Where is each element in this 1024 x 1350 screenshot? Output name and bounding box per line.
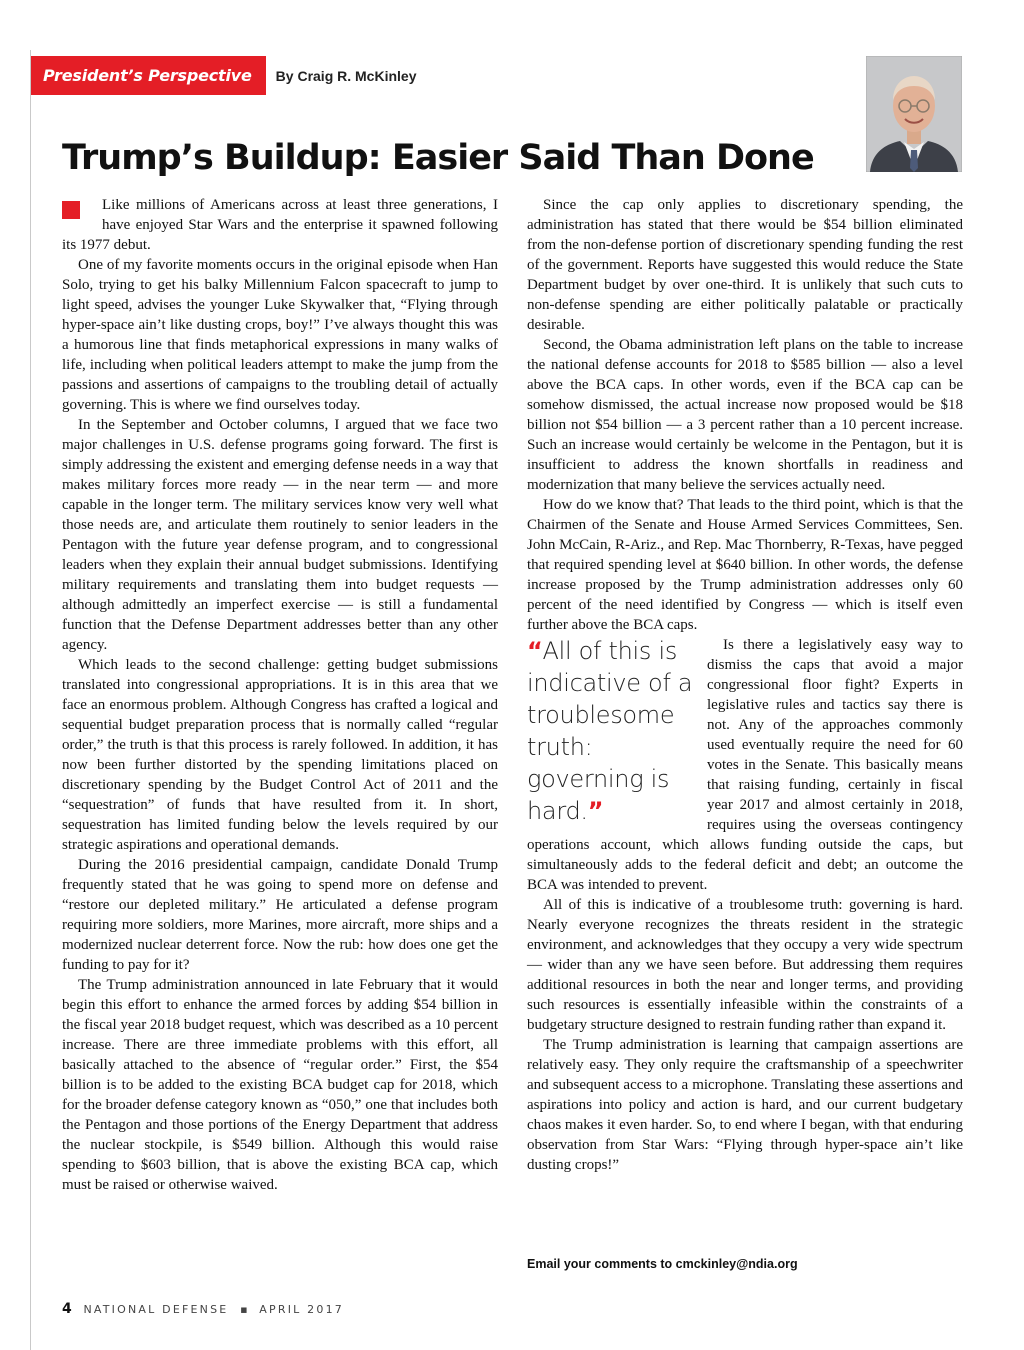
issue-date: APRIL 2017 — [259, 1303, 344, 1316]
paragraph: Which leads to the second challenge: getting budget submissions translated into congressional appropriations. It is in this area that we face an enormous problem. Although Congress has crafted a logical and sequential budget preparation process that is normally called “regular order,” the truth is that this process is rarely followed. In addition, it has now been further distorted by the spending limitations placed on discretionary spending by the Budget Control Act of 2011 and the “sequestration” of funds that have resulted from it. In short, sequestration has limited funding below the levels required by our strategic aspirations and operational demands. — [62, 657, 498, 853]
section-label: President’s Perspective — [31, 56, 266, 95]
paragraph: During the 2016 presidential campaign, candidate Donald Trump frequently stated that he was going to spend more on defense and “restore our depleted military.” He articulated a defense program requiring more soldiers, more Marines, more aircraft, more ships and a modernized nuclear deterrent force. Now the rub: how does one get the funding to pay for it? — [62, 857, 498, 973]
drop-cap-square — [62, 201, 80, 219]
close-quote-mark: ” — [587, 797, 604, 825]
publication-name: NATIONAL DEFENSE — [83, 1303, 229, 1316]
paragraph: The Trump administration is learning that campaign assertions are relatively easy. They only require the craftsmanship of a speechwriter and subsequent access to a microphone. Translating these assertions and aspirations into policy and action is hard, and our current budgetary chaos makes it even harder. So, to end where I began, with that enduring observation from Star Wars: “Flying through hyper-space ain’t like dusting crops!” — [527, 1037, 963, 1173]
article-column-2 — [527, 195, 963, 1175]
paragraph: Like millions of Americans across at least three generations, I have enjoyed Star Wars and the enterprise it spawned following its 1977 debut. — [62, 197, 498, 253]
email-comments-note: Email your comments to cmckinley@ndia.org — [527, 1257, 798, 1271]
headline: Trump’s Buildup: Easier Said Than Done — [62, 138, 814, 178]
paragraph: In the September and October columns, I argued that we face two major challenges in U.S. defense programs going forward. The first is simply addressing the existent and emerging defense needs in a way that makes military forces more ready — in the near term — and more capable in the longer term. The military services know very well what those needs are, and articulate them routinely to senior leaders in the Pentagon with the future year defense program, and to congressional leaders when they explain their annual budget submissions. Identifying military requirements and translating them into budget requests — although admittedly an imperfect exercise — is still a fundamental function that the Defense Department addresses better than any other agency. — [62, 417, 498, 653]
page-footer — [62, 1301, 344, 1317]
page-number: 4 — [62, 1301, 72, 1317]
byline: By Craig R. McKinley — [275, 67, 417, 84]
paragraph: The Trump administration announced in late February that it would begin this effort to enhance the armed forces by adding $54 billion in the fiscal year 2018 budget request, which was described as a 10 percent increase. There are three immediate problems with this effort, all basically attached to the absence of “regular order.” First, the $54 billion is to be added to the existing BCA budget cap for 2018, which for the broader defense category known as “050,” one that includes both the Pentagon and those portions of the Energy Department that address the nuclear stockpile, is $549 billion. Although this would raise spending to $603 billion, that is above the existing BCA cap, which must be raised or otherwise waived. — [62, 977, 498, 1193]
paragraph: “All of this is indicative of a troublesome truth: governing is hard.” Is there a legislatively easy way to dismiss the caps that avoid a major congressional floor fight? Experts in legislative rules and tactics say there is not. Any of the approaches commonly used eventually require the need for 60 votes in the Senate. This basically means that raising funding, certainly in fiscal year 2017 and almost certainly in 2018, requires using the overseas contingency operations account, which allows funding outside the caps, but simultaneously adds to the federal deficit and debt; an outcome the BCA was intended to prevent. — [527, 637, 963, 893]
article-column-1 — [62, 195, 498, 1195]
author-portrait — [866, 56, 962, 172]
footer-separator: ▪ — [240, 1303, 248, 1316]
paragraph: How do we know that? That leads to the third point, which is that the Chairmen of the Senate and House Armed Services Committees, Sen. John McCain, R-Ariz., and Rep. Mac Thornberry, R-Texas, have pegged that required spending level at $640 billion. In other words, the defense increase proposed by the Trump administration addresses only 60 percent of the need identified by Congress — which is itself even further above the BCA caps. — [527, 497, 963, 633]
column-header — [31, 56, 417, 95]
paragraph: Second, the Obama administration left plans on the table to increase the national defense accounts for 2018 to $585 billion — also a level above the BCA caps. In other words, even if the BCA cap can be somehow dismissed, the actual increase now proposed would be $18 billion not $54 billion — a 3 percent rather than a 10 percent increase. Such an increase would certainly be welcome in the Pentagon, but it is insufficient to address the known shortfalls in readiness and modernization that many believe the services actually need. — [527, 337, 963, 493]
paragraph: Since the cap only applies to discretionary spending, the administration has stated that there would be $54 billion eliminated from the non-defense portion of discretionary spending funding the rest of the government. Reports have suggested this would reduce the State Department budget by over one-third. It is unlikely that such cuts to non-defense spending are either politically palatable or practically desirable. — [527, 197, 963, 333]
paragraph: All of this is indicative of a troublesome truth: governing is hard. Nearly everyone recognizes the threats resident in the strategic environment, and acknowledges that they occupy a very wide spectrum — wider than any we have seen before. But addressing them requires additional resources in both the near and longer terms, and providing such resources is essentially infeasible within the constraints of a budgetary structure designed to restrain funding rather than expand it. — [527, 897, 963, 1033]
margin-rule — [30, 50, 31, 1350]
open-quote-mark: “ — [527, 637, 543, 665]
pull-quote: “All of this is indicative of a troublesome truth: governing is hard.” — [527, 637, 693, 825]
paragraph: One of my favorite moments occurs in the original episode when Han Solo, trying to get his balky Millennium Falcon spacecraft to jump to light speed, advises the younger Luke Skywalker that, “Flying through hyper-space ain’t like dusting crops, boy!” I’ve always thought this was a humorous line that finds metaphorical expressions in many walks of life, including when political leaders attempt to make the jump from the passions and assertions of campaigns to the troubling detail of actually governing. This is where we find ourselves today. — [62, 257, 498, 413]
